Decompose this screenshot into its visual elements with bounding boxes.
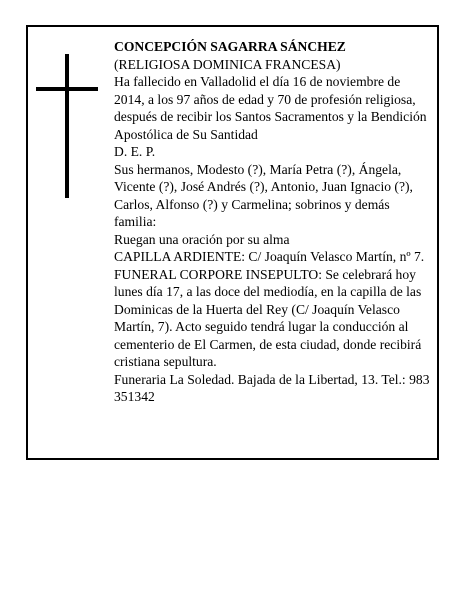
rest-in-peace: D. E. P. bbox=[114, 144, 156, 159]
funeral-home-contact: Funeraria La Soledad. Bajada de la Libertad, 13. Tel.: 983 351342 bbox=[114, 371, 430, 404]
funeral-details: FUNERAL CORPORE INSEPULTO: Se celebrará hoy lunes día 17, a las doce del mediodía, en la capilla de las Dominicas de la Huerta del Rey (C/ Joaquín Velasco Martín, 7). Acto seguido tendrá lugar la conducción al cementerio de El Carmen, de esta ciudad, donde recibirá cristiana sepultura. bbox=[114, 266, 422, 369]
deceased-name: CONCEPCIÓN SAGARRA SÁNCHEZ bbox=[114, 39, 346, 54]
family-members: Sus hermanos, Modesto (?), María Petra (?), Ángela, Vicente (?), José Andrés (?), Antonio, Juan Ignacio (?), Carlos, Alfonso (?) y Carmelina; sobrinos y demás familia: bbox=[114, 161, 413, 229]
latin-cross-icon bbox=[36, 54, 98, 198]
obituary-text bbox=[114, 38, 434, 406]
cross-vertical-bar bbox=[65, 54, 69, 198]
religious-order: (RELIGIOSA DOMINICA FRANCESA) bbox=[114, 56, 341, 72]
cross-horizontal-bar bbox=[36, 87, 98, 91]
chapel-location: CAPILLA ARDIENTE: C/ Joaquín Velasco Martín, nº 7. bbox=[114, 249, 425, 264]
prayer-request: Ruegan una oración por su alma bbox=[114, 231, 290, 247]
death-announcement: Ha fallecido en Valladolid el día 16 de noviembre de 2014, a los 97 años de edad y 70 de profesión religiosa, después de recibir los Santos Sacramentos y la Bendición Apostólica de Su Santidad bbox=[114, 74, 427, 142]
